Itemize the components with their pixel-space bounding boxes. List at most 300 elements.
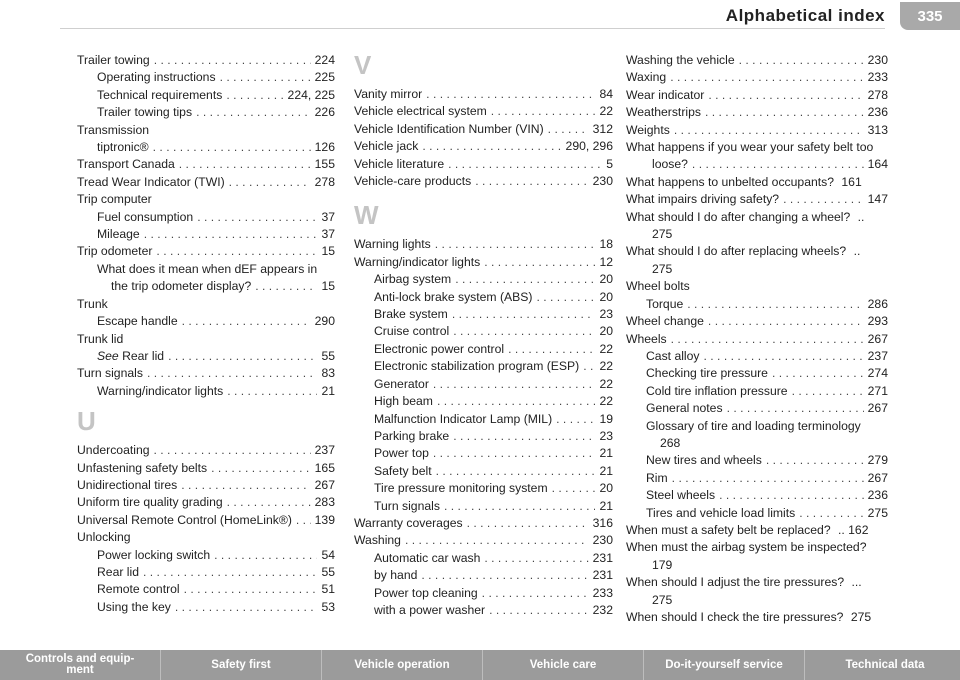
dot-leader <box>783 191 864 208</box>
entry-page: 232 <box>592 602 613 617</box>
dot-leader <box>184 581 318 598</box>
index-entry <box>77 87 335 104</box>
index-entry <box>77 512 335 529</box>
entry-term: Anti-lock brake system (ABS) <box>374 289 533 304</box>
entry-page: 275 <box>652 227 673 242</box>
index-entry <box>626 261 888 278</box>
dot-leader <box>422 138 561 155</box>
entry-term: Trunk <box>77 296 108 311</box>
index-entry <box>354 236 613 253</box>
entry-term: Checking tire pressure <box>646 366 768 381</box>
entry-page: 316 <box>592 515 613 530</box>
dot-leader <box>556 411 595 428</box>
index-entry <box>626 87 888 104</box>
entry-term: Cold tire inflation pressure <box>646 383 788 398</box>
entry-term: Power locking switch <box>97 547 211 562</box>
entry-page: 275 <box>867 505 888 520</box>
dot-leader <box>719 487 864 504</box>
index-entry <box>626 122 888 139</box>
index-entry <box>354 532 613 549</box>
entry-term: Technical requirements <box>97 87 223 102</box>
index-entry <box>354 138 613 155</box>
index-entry <box>626 592 888 609</box>
index-entry <box>77 348 335 365</box>
index-entry <box>354 121 613 138</box>
entry-page: 268 <box>660 435 681 450</box>
entry-page: 53 <box>321 599 335 614</box>
entry-term: Cruise control <box>374 324 450 339</box>
entry-page: 233 <box>592 585 613 600</box>
entry-page: 15 <box>321 279 335 294</box>
entry-page: 290 <box>314 314 335 329</box>
index-entry <box>354 567 613 584</box>
entry-page: 5 <box>606 156 613 171</box>
entry-page: 139 <box>314 512 335 527</box>
dot-leader <box>453 428 595 445</box>
entry-term: Electronic power control <box>374 341 505 356</box>
entry-term: What does it mean when dEF appears in <box>97 261 318 276</box>
entry-page: 19 <box>599 411 613 426</box>
dot-leader <box>687 296 863 313</box>
dot-leader <box>799 505 863 522</box>
index-entry <box>354 341 613 358</box>
dot-leader <box>792 383 864 400</box>
index-entry <box>354 254 613 271</box>
dot-leader <box>433 376 596 393</box>
index-entry <box>77 104 335 121</box>
entry-term: Power top <box>374 446 429 461</box>
index-entry <box>77 296 335 313</box>
entry-page: 155 <box>314 157 335 172</box>
entry-page: 237 <box>314 443 335 458</box>
index-entry <box>626 104 888 121</box>
index-entries-u <box>77 442 335 616</box>
entry-page: 231 <box>592 550 613 565</box>
index-entry <box>354 271 613 288</box>
index-entry <box>77 209 335 226</box>
dot-leader <box>583 358 595 375</box>
entry-term: Rear lid <box>97 564 139 579</box>
index-entry <box>77 52 335 69</box>
dot-leader <box>220 69 311 86</box>
entry-page: .. <box>850 244 861 259</box>
dot-leader <box>255 278 317 295</box>
entry-page: 54 <box>321 547 335 562</box>
entry-page: 278 <box>867 87 888 102</box>
entry-term: Safety belt <box>374 463 432 478</box>
entry-term: Unidirectional tires <box>77 477 178 492</box>
entry-page: 22 <box>599 341 613 356</box>
entry-term: Brake system <box>374 307 448 322</box>
entry-term: Weights <box>626 122 670 137</box>
index-entry <box>626 69 888 86</box>
index-entry <box>77 494 335 511</box>
entry-term: Wheel change <box>626 314 704 329</box>
dot-leader <box>704 348 864 365</box>
index-entry <box>626 505 888 522</box>
entry-page: 147 <box>867 192 888 207</box>
entry-page: 226 <box>314 105 335 120</box>
dot-leader <box>444 498 596 515</box>
entry-term: Trunk lid <box>77 331 124 346</box>
index-entry <box>77 122 335 139</box>
index-entry <box>77 156 335 173</box>
entry-term: Wheels <box>626 331 667 346</box>
entry-page: 164 <box>867 157 888 172</box>
entry-term <box>97 348 164 365</box>
entry-term: When must a safety belt be replaced? <box>626 522 831 537</box>
index-entry <box>626 452 888 469</box>
entry-page: 21 <box>599 463 613 478</box>
index-entry <box>354 376 613 393</box>
index-entry <box>77 383 335 400</box>
dot-leader <box>708 313 864 330</box>
dot-leader <box>296 512 311 529</box>
index-entry <box>354 550 613 567</box>
index-entry <box>354 306 613 323</box>
entry-term: Glossary of tire and loading terminology <box>646 418 861 433</box>
index-entry <box>354 445 613 462</box>
letter-heading-w: W <box>354 200 379 231</box>
index-entry <box>626 539 888 556</box>
index-entries-v <box>354 86 613 190</box>
dot-leader <box>197 209 317 226</box>
dot-leader <box>467 515 589 532</box>
index-entry <box>626 226 888 243</box>
entry-term: Warranty coverages <box>354 515 463 530</box>
index-column-3 <box>626 52 888 626</box>
index-entry <box>354 358 613 375</box>
entry-page: 224 <box>314 53 335 67</box>
nav-tab-operation[interactable]: Vehicle operation <box>322 650 483 680</box>
entry-page: 267 <box>314 477 335 492</box>
dot-leader <box>671 331 864 348</box>
index-entry <box>77 243 335 260</box>
dot-leader <box>452 306 596 323</box>
index-entry <box>77 191 335 208</box>
dot-leader <box>484 550 588 567</box>
index-entry <box>77 564 335 581</box>
dot-leader <box>421 567 588 584</box>
index-entry <box>354 498 613 515</box>
entry-page: 267 <box>867 331 888 346</box>
entry-term: Vehicle electrical system <box>354 104 487 119</box>
entry-page: 278 <box>314 174 335 189</box>
dot-leader <box>153 139 311 156</box>
entry-page: .. <box>854 209 865 224</box>
entry-page: 275 <box>652 592 673 607</box>
entry-page: 275 <box>847 610 872 624</box>
index-entry <box>626 365 888 382</box>
dot-leader <box>692 156 864 173</box>
letter-heading-u: U <box>77 406 96 437</box>
dot-leader <box>147 365 318 382</box>
entry-term: by hand <box>374 568 418 583</box>
entry-page: 21 <box>321 383 335 398</box>
entry-page: 275 <box>652 261 673 276</box>
entry-page: 224, 225 <box>287 87 335 102</box>
entry-page: 179 <box>652 557 673 572</box>
index-entry <box>626 348 888 365</box>
entry-page: 12 <box>599 254 613 269</box>
index-entry <box>626 331 888 348</box>
entry-page: 20 <box>599 289 613 304</box>
entry-page: 84 <box>599 87 613 101</box>
entry-page: 236 <box>867 488 888 503</box>
entry-page: 20 <box>599 272 613 287</box>
dot-leader <box>672 470 864 487</box>
dot-leader <box>179 156 311 173</box>
index-entry <box>354 156 613 173</box>
entry-page: 51 <box>321 582 335 597</box>
entry-term: with a power washer <box>374 602 486 617</box>
entry-term: Electronic stabilization program (ESP) <box>374 359 580 374</box>
dot-leader <box>674 122 864 139</box>
entry-term: Vehicle Identification Number (VIN) <box>354 121 544 136</box>
entry-term: Warning/indicator lights <box>354 254 481 269</box>
entry-page: 37 <box>321 227 335 242</box>
entry-term: Mileage <box>97 227 140 242</box>
entry-page: 312 <box>592 121 613 136</box>
nav-tab-safety[interactable]: Safety first <box>161 650 322 680</box>
dot-leader <box>227 383 317 400</box>
index-entry <box>626 52 888 69</box>
dot-leader <box>168 348 317 365</box>
dot-leader <box>229 174 311 191</box>
entry-term: Escape handle <box>97 314 178 329</box>
entry-term: Steel wheels <box>646 488 716 503</box>
index-entry <box>354 393 613 410</box>
entry-term: Using the key <box>97 599 171 614</box>
entry-page: 37 <box>321 209 335 224</box>
nav-tab-technical[interactable]: Technical data <box>845 658 925 671</box>
entry-term: Remote control <box>97 582 180 597</box>
entry-page: 21 <box>599 498 613 513</box>
entry-term: Washing the vehicle <box>626 53 735 67</box>
entry-page: 267 <box>867 470 888 485</box>
entry-page: 230 <box>592 174 613 189</box>
dot-leader <box>436 463 596 480</box>
index-entry <box>77 226 335 243</box>
index-entry <box>354 86 613 103</box>
entry-term-text: Rear lid <box>122 348 165 363</box>
dot-leader <box>727 400 864 417</box>
entry-term: tiptronic® <box>97 140 149 155</box>
index-entry <box>77 139 335 156</box>
entry-page: 161 <box>838 174 862 189</box>
index-entry <box>354 289 613 306</box>
header-divider <box>60 28 885 29</box>
entry-term: Tires and vehicle load limits <box>646 505 796 520</box>
entry-term: Fuel consumption <box>97 209 194 224</box>
entry-term: Transport Canada <box>77 157 175 172</box>
dot-leader <box>705 104 864 121</box>
index-entry <box>77 529 335 546</box>
index-entry <box>77 174 335 191</box>
index-entries-t <box>77 52 335 400</box>
page-title: Alphabetical index <box>725 6 885 25</box>
dot-leader <box>766 452 864 469</box>
entry-term: Trailer towing <box>77 53 150 67</box>
index-entry <box>626 487 888 504</box>
nav-tab-controls[interactable]: Controls and equip- ment <box>0 650 161 680</box>
dot-leader <box>482 585 589 602</box>
entry-page: 271 <box>867 383 888 398</box>
dot-leader <box>772 365 864 382</box>
dot-leader <box>227 494 311 511</box>
entry-term: Tread Wear Indicator (TWI) <box>77 174 225 189</box>
index-entry <box>626 574 888 591</box>
entry-page: 231 <box>592 568 613 583</box>
entry-term: When should I adjust the tire pressures? <box>626 575 845 590</box>
index-entry <box>354 411 613 428</box>
index-entry <box>354 480 613 497</box>
dot-leader <box>211 460 311 477</box>
page-number: 335 <box>900 2 960 30</box>
entry-page: 233 <box>867 70 888 85</box>
entry-page: 23 <box>599 428 613 443</box>
index-entry <box>77 313 335 330</box>
entry-page: 22 <box>599 376 613 391</box>
index-entries-w-continued <box>626 52 888 626</box>
entry-page: ... <box>848 575 862 590</box>
index-entry <box>354 428 613 445</box>
dot-leader <box>437 393 595 410</box>
index-entry <box>626 609 888 626</box>
dot-leader <box>491 103 596 120</box>
dot-leader <box>508 341 595 358</box>
index-entry <box>77 331 335 348</box>
index-entry <box>626 174 888 191</box>
entry-page: 279 <box>867 453 888 468</box>
dot-leader <box>214 547 317 564</box>
entry-page: 20 <box>599 324 613 339</box>
index-entry <box>77 460 335 477</box>
dot-leader <box>144 226 318 243</box>
dot-leader <box>433 445 596 462</box>
index-entry <box>354 585 613 602</box>
index-entry <box>354 515 613 532</box>
entry-term: Vehicle literature <box>354 156 445 171</box>
index-entry <box>626 278 888 295</box>
letter-heading-v: V <box>354 50 372 80</box>
index-entry <box>626 209 888 226</box>
entry-page: 55 <box>321 564 335 579</box>
dot-leader <box>426 86 595 103</box>
index-entry <box>77 278 335 295</box>
entry-term: Operating instructions <box>97 70 216 85</box>
entry-page: 225 <box>314 70 335 85</box>
index-entry <box>354 463 613 480</box>
entry-term: When must the airbag system be inspected? <box>626 540 867 555</box>
index-entry <box>77 599 335 616</box>
index-entry <box>626 191 888 208</box>
entry-page: 230 <box>592 533 613 548</box>
nav-tab-care[interactable]: Vehicle care <box>483 650 644 680</box>
dot-leader <box>448 156 602 173</box>
dot-leader <box>405 532 589 549</box>
entry-page: 23 <box>599 307 613 322</box>
entry-term: Universal Remote Control (HomeLink®) <box>77 512 292 527</box>
dot-leader <box>182 313 311 330</box>
index-entry <box>77 547 335 564</box>
entry-page: 230 <box>867 53 888 67</box>
dot-leader <box>739 52 864 69</box>
entry-term: Trailer towing tips <box>97 105 193 120</box>
entry-term: Torque <box>646 296 684 311</box>
index-entry <box>354 602 613 619</box>
dot-leader <box>226 87 283 104</box>
entry-page: 165 <box>314 460 335 475</box>
index-entry <box>626 139 888 156</box>
dot-leader <box>175 599 318 616</box>
entry-term: Washing <box>354 533 401 548</box>
dot-leader <box>475 173 588 190</box>
entry-term: What impairs driving safety? <box>626 192 780 207</box>
index-entry <box>626 400 888 417</box>
index-entry <box>77 442 335 459</box>
entry-term: Power top cleaning <box>374 585 478 600</box>
entry-term: Unfastening safety belts <box>77 460 208 475</box>
index-entry <box>626 156 888 173</box>
entry-page: 22 <box>599 104 613 119</box>
dot-leader <box>708 87 863 104</box>
entry-term: Unlocking <box>77 530 131 545</box>
index-entry <box>77 365 335 382</box>
dot-leader <box>143 564 317 581</box>
dot-leader <box>455 271 595 288</box>
entry-page: 18 <box>599 237 613 252</box>
entry-term: the trip odometer display? <box>111 279 252 294</box>
see-reference: See <box>97 348 119 363</box>
entry-term: Undercoating <box>77 443 150 458</box>
entry-term: Cast alloy <box>646 348 700 363</box>
nav-tab-diy[interactable]: Do-it-yourself service <box>644 650 805 680</box>
entry-term: Airbag system <box>374 272 452 287</box>
dot-leader <box>552 480 596 497</box>
dot-leader <box>154 442 311 459</box>
entry-term: Tire pressure monitoring system <box>374 481 548 496</box>
dot-leader <box>156 243 317 260</box>
index-entry <box>354 103 613 120</box>
entry-page: 20 <box>599 481 613 496</box>
index-entry <box>626 243 888 260</box>
entry-term: New tires and wheels <box>646 453 762 468</box>
entry-term: What should I do after changing a wheel? <box>626 209 851 224</box>
entry-term: Warning/indicator lights <box>97 383 224 398</box>
dot-leader <box>196 104 311 121</box>
index-entry <box>626 296 888 313</box>
index-entry <box>354 323 613 340</box>
dot-leader <box>154 52 311 69</box>
entry-page: 267 <box>867 401 888 416</box>
entry-page: 55 <box>321 348 335 363</box>
entry-page: 293 <box>867 314 888 329</box>
index-entry <box>626 383 888 400</box>
entry-page: 15 <box>321 244 335 259</box>
entry-term: General notes <box>646 401 723 416</box>
index-entry <box>626 418 888 435</box>
index-entry <box>626 435 888 452</box>
entry-page: 313 <box>867 122 888 137</box>
entry-term: Uniform tire quality grading <box>77 495 223 510</box>
index-entries-w <box>354 236 613 619</box>
entry-term: Waxing <box>626 70 667 85</box>
entry-term: Malfunction Indicator Lamp (MIL) <box>374 411 553 426</box>
dot-leader <box>484 254 595 271</box>
entry-page: 283 <box>314 495 335 510</box>
entry-term: Generator <box>374 376 429 391</box>
